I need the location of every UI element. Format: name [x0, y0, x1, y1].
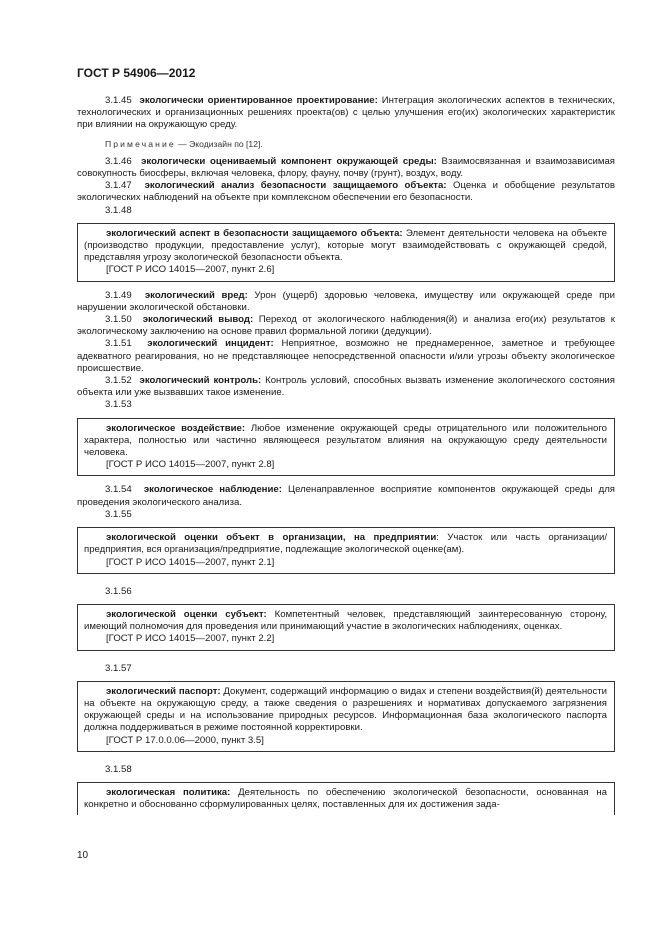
- term-definition: Взаимосвязанная и взаимозависимая совокупность биосферы, включая человека, флору, фауну, почву (грунт), воздух, воду.: [77, 155, 615, 180]
- term-name: экологическое воздействие:: [106, 422, 246, 434]
- term-definition: Урон (ущерб) здоровью человека, имуществу или окружающей среде при нарушении экологической обстановки.: [77, 289, 615, 313]
- document-header: ГОСТ Р 54906—2012: [77, 66, 196, 80]
- term-definition: Документ, содержащий информацию о видах и степени воздействия(й) деятельности на объекте на окружающую среду, а также сведения о разрешениях и нормативах допускаемого загрязнения окружающей среды и на использование природных ресурсов. Информационная база экологического паспорта должна поддерживаться в режиме постоянной корректировки.: [84, 685, 608, 734]
- term-entry: 3.1.49 экологический вред: Урон (ущерб) здоровью человека, имуществу или окружающей среде при нарушении экологической обстановки.: [77, 289, 615, 313]
- term-number: 3.1.48: [105, 204, 132, 216]
- boxed-definition: [77, 782, 615, 815]
- term-entry: 3.1.54 экологическое наблюдение: Целенаправленное восприятие компонентов окружающей среды для проведения экологического анализа.: [77, 484, 615, 508]
- term-definition: Неприятное, возможно не преднамеренное, заметное и требующее адекватного реагирования, но не представляющее непосредственной опасности и/или угрозы объекту экологическое происшествие.: [77, 338, 616, 374]
- term-definition: : Участок или часть организации/предприятия, вся организация/предприятие, подлежащие экологической оценке(ам).: [84, 532, 607, 556]
- term-definition: Деятельность по обеспечению экологической безопасности, основанная на конкретно и обоснованно сформулированных целях, поставленных для их достижения зада-: [84, 786, 607, 811]
- boxed-definition: [77, 223, 615, 282]
- term-number: 3.1.58: [105, 763, 132, 775]
- boxed-definition: [77, 604, 615, 651]
- term-entry: 3.1.51 экологический инцидент: Неприятное, возможно не преднамеренное, заметное и требующее адекватного реагирования, но не представляющее непосредственной опасности и/или угрозы объекту экологическое происшествие.: [77, 338, 616, 374]
- term-definition: Интеграция экологических аспектов в технических, технологических и организационных решениях проекта(ов) с целью улучшения его(их) экологических характеристик при влиянии на окружающую среду.: [77, 95, 615, 131]
- term-name: экологический контроль:: [139, 375, 262, 387]
- term-name: экологическое наблюдение:: [143, 484, 282, 496]
- source-reference: [ГОСТ Р ИСО 14015—2007, пункт 2.8]: [106, 459, 275, 471]
- term-name: экологически оцениваемый компонент окружающей среды:: [141, 155, 437, 167]
- boxed-definition: [77, 418, 615, 477]
- term-definition: Контроль условий, способных вызвать изменение экологического состояния объекта или уже вызвавших такое изменение.: [77, 375, 615, 399]
- term-definition: Переход от экологического наблюдения(й) и анализа его(их) результатов к экологическому заключению на основе правил формальной логики (дедукции).: [77, 314, 615, 338]
- term-number: 3.1.56: [105, 585, 132, 597]
- note: Примечание — Экодизайн по [12].: [105, 138, 263, 149]
- source-reference: [ГОСТ Р ИСО 14015—2007, пункт 2.1]: [106, 556, 275, 568]
- term-name: экологический паспорт:: [106, 685, 221, 697]
- term-definition: Оценка и обобщение результатов экологических наблюдений на объекте при комплексном обеспечении его безопасности.: [77, 180, 615, 204]
- source-reference: [ГОСТ Р ИСО 14015—2007, пункт 2.6]: [106, 264, 275, 276]
- term-number: 3.1.53: [105, 399, 132, 411]
- source-reference: [ГОСТ Р 17.0.0.06—2000, пункт 3.5]: [106, 734, 264, 746]
- term-name: экологической оценки объект в организации, на предприятии: [106, 532, 437, 544]
- document-body: [77, 95, 615, 815]
- term-entry: 3.1.45 экологически ориентированное проектирование: Интеграция экологических аспектов в технических, технологических и организационных решениях проекта(ов) с целью улучшения его(их) экологических характеристик при влиянии на окружающую среду.: [77, 95, 615, 131]
- term-name: экологический инцидент:: [147, 338, 274, 350]
- boxed-definition: [77, 527, 615, 574]
- term-name: экологический анализ безопасности защищаемого объекта:: [144, 180, 447, 192]
- term-name: экологический вред:: [144, 289, 248, 301]
- term-name: экологическая политика:: [106, 786, 231, 798]
- page-number: 10: [77, 850, 89, 861]
- term-name: экологический аспект в безопасности защищаемого объекта:: [106, 227, 403, 239]
- term-definition: Элемент деятельности человека на объекте (производство продукции, предоставление услуг), которые могут взаимодействовать с окружающей средой, представляя угрозу экологической безопасности объекта.: [84, 227, 607, 264]
- term-entry: 3.1.46 экологически оцениваемый компонент окружающей среды: Взаимосвязанная и взаимозависимая совокупность биосферы, включая человека, флору, фауну, почву (грунт), воздух, воду.: [77, 155, 615, 180]
- term-definition: Компетентный человек, представляющий заинтересованную сторону, имеющий полномочия для проведения или принимающий участие в экологических наблюдениях, оценках.: [84, 608, 608, 633]
- source-reference: [ГОСТ Р ИСО 14015—2007, пункт 2.2]: [106, 633, 275, 645]
- term-name: экологически ориентированное проектирование:: [139, 95, 378, 106]
- boxed-definition: [77, 681, 615, 752]
- term-entry: 3.1.50 экологический вывод: Переход от экологического наблюдения(й) и анализа его(их) результатов к экологическому заключению на основе правил формальной логики (дедукции).: [77, 314, 615, 338]
- term-entry: 3.1.47 экологический анализ безопасности защищаемого объекта: Оценка и обобщение результатов экологических наблюдений на объекте при комплексном обеспечении его безопасности.: [77, 180, 615, 204]
- term-name: экологический вывод:: [142, 314, 254, 326]
- term-entry: 3.1.52 экологический контроль: Контроль условий, способных вызвать изменение экологического состояния объекта или уже вызвавших такое изменение.: [77, 375, 615, 399]
- term-name: экологической оценки субъект:: [106, 608, 267, 620]
- term-definition: Целенаправленное восприятие компонентов окружающей среды для проведения экологического анализа.: [77, 484, 615, 508]
- term-number: 3.1.57: [105, 662, 132, 674]
- term-definition: Любое изменение окружающей среды отрицательного или положительного характера, полностью или частично являющееся результатом влияния на окружающую среду деятельности человека.: [84, 422, 607, 459]
- term-number: 3.1.55: [105, 508, 132, 520]
